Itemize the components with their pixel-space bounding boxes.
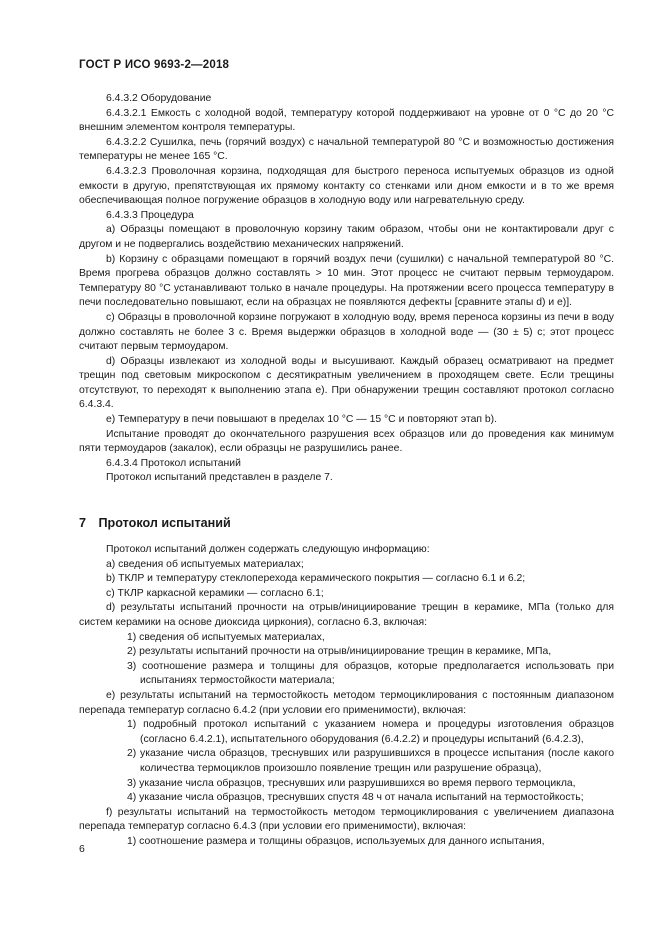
clause-paragraph: 6.4.3.2.1 Емкость с холодной водой, температуру которой поддерживают на уровне от 0 °C до 20 °C внешним элементом контроля температуры. [79,107,614,134]
page-number: 6 [79,843,85,855]
sub-list-item: 4) указание числа образцов, треснувших спустя 48 ч от начала испытаний на термостойкость; [127,792,584,804]
list-item: e) результаты испытаний на термостойкость методом термоциклирования с постоянным диапазоном перепада температур согласно 6.4.2 (при условии его применимости), включая: [79,689,614,716]
list-item: a) сведения об испытуемых материалах; [106,558,304,570]
sub-list-item: 3) указание числа образцов, треснувших или разрушившихся во время первого термоцикла, [127,777,576,789]
list-item: d) результаты испытаний прочности на отрыв/инициирование трещин в керамике, МПа (только для систем керамики на основе диоксида циркония), согласно 6.3, включая: [79,602,614,628]
document-code-header: ГОСТ Р ИСО 9693-2—2018 [79,59,230,71]
section-title: Протокол испытаний [98,516,231,531]
sub-list-item: 1) сведения об испытуемых материалах, [127,631,325,643]
clause-paragraph: Протокол испытаний представлен в разделе 7. [106,472,333,484]
clause-heading-procedure: 6.4.3.3 Процедура [106,209,194,221]
section-number: 7 [79,516,87,531]
sub-list-item: 2) результаты испытаний прочности на отрыв/инициирование трещин в керамике, МПа, [127,646,552,658]
clause-heading-equipment: 6.4.3.2 Оборудование [106,93,212,104]
procedure-step: b) Корзину с образцами помещают в горячий воздух печи (сушилки) с начальной температурой 80 °C. Время прогрева образцов должно составлять > 10 мин. Этот процесс не считают первым термоударом. Температуру 80 °C устанавливают только в начале процедуры. На протяжении всего процесса температуру в печи последовательно повышают, если на образцах не появляются дефекты [сравните этапы d) и e)]. [79,253,614,309]
clause-paragraph: Испытание проводят до окончательного разрушения всех образцов или до проведения как минимум пяти термоударов (закалок), если образцы не разрушились ранее. [79,428,614,455]
procedure-step: d) Образцы извлекают из холодной воды и высушивают. Каждый образец осматривают на предмет трещин под световым микроскопом с десятикратным увеличением в проходящем свете. Если трещины отсутствуют, то переходят к выполнению этапа e). При обнаружении трещин составляют протокол согласно 6.4.3.4. [79,355,614,411]
sub-list-item: 3) соотношение размера и толщины для образцов, которые предполагается использовать при испытаниях термостойкости материала; [127,660,614,687]
section-intro: Протокол испытаний должен содержать следующую информацию: [106,544,430,556]
list-item: c) ТКЛР каркасной керамики — согласно 6.1; [106,587,324,599]
procedure-step: a) Образцы помещают в проволочную корзину таким образом, чтобы они не контактировали друг с другом и не подвергались воздействию механических напряжений. [79,224,614,250]
clause-heading-test-report: 6.4.3.4 Протокол испытаний [106,457,241,469]
sub-list-item: 2) указание числа образцов, треснувших или разрушившихся в процессе испытания (после какого количества термоциклов произошло появление трещин или разрушение образца), [127,748,614,774]
sub-list-item: 1) соотношение размера и толщины образцов, используемых для данного испытания, [127,835,545,847]
sub-list-item: 1) подробный протокол испытаний с указанием номера и процедуры изготовления образцов (согласно 6.4.2.1), испытательного оборудования (6.4.2.2) и процедуры испытаний (6.4.2.3), [127,719,614,745]
clause-paragraph: 6.4.3.2.2 Сушилка, печь (горячий воздух) с начальной температурой 80 °C и возможностью достижения температуры не менее 165 °C. [79,136,614,163]
list-item: b) ТКЛР и температуру стеклоперехода керамического покрытия — согласно 6.1 и 6.2; [106,573,526,585]
document-body [79,92,614,850]
clause-paragraph: 6.4.3.2.3 Проволочная корзина, подходящая для быстрого переноса испытуемых образцов из одной емкости в другую, препятствующая их прямому контакту со стенками или дном емкости и в то же время обеспечивающая полное погружение образцов в холодную воду или нагревательную среду. [79,165,614,207]
procedure-step: c) Образцы в проволочной корзине погружают в холодную воду, время переноса корзины из печи в воду должно составлять не более 3 с. Время выдержки образцов в холодной воде — (30 ± 5) с; этот процесс считают первым термоударом. [79,311,614,353]
section-heading [79,515,614,531]
list-item: f) результаты испытаний на термостойкость методом термоциклирования с увеличением диапазона перепада температур согласно 6.4.3 (при условии его применимости), включая: [79,806,614,833]
procedure-step: e) Температуру в печи повышают в пределах 10 °C — 15 °C и повторяют этап b). [106,414,498,426]
